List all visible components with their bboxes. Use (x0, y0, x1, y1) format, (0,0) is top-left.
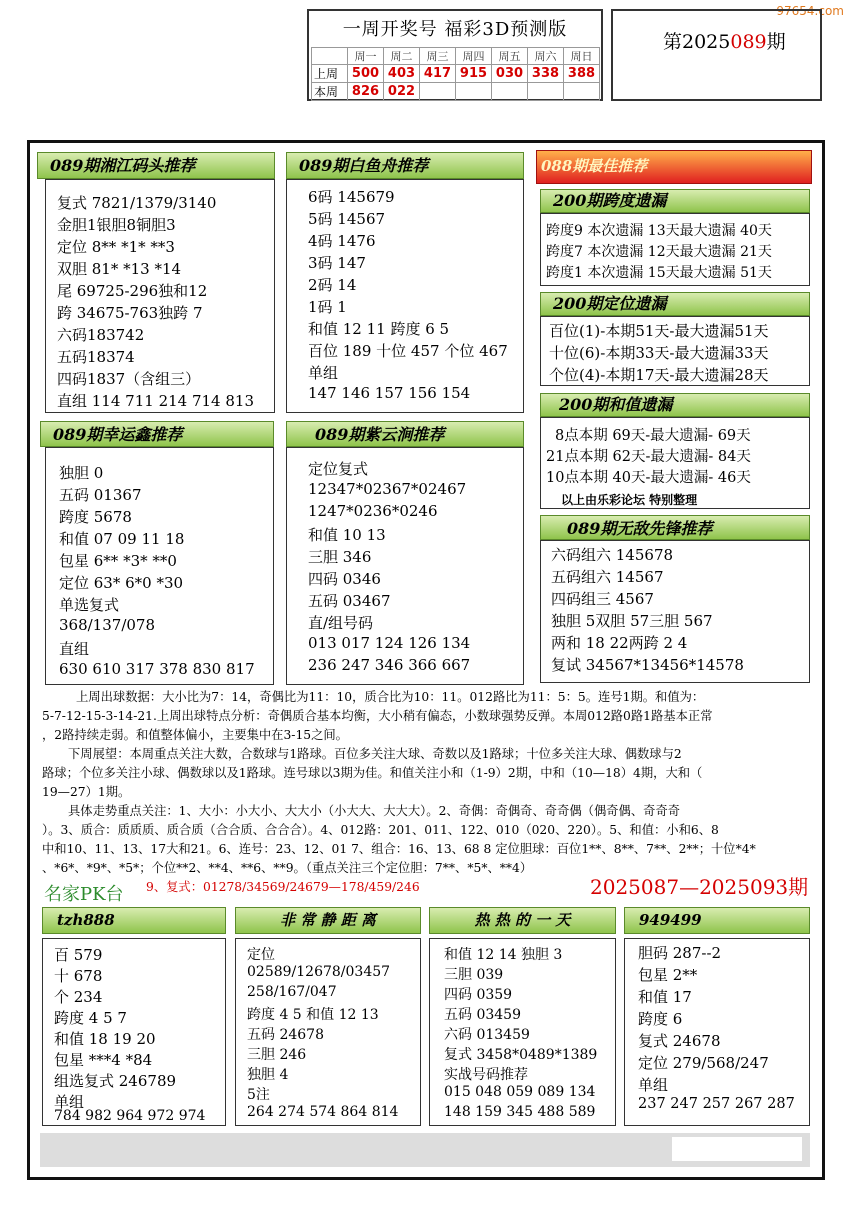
box-line: 1247*0236*0246 (308, 502, 438, 520)
omission-row: 跨度9 本次遗漏 13天最大遗漏 40天 (546, 223, 772, 239)
box-line: 和值 07 09 11 18 (59, 530, 185, 548)
draw-number: 338 (528, 65, 564, 83)
box-line: 定位 63* 6*0 *30 (59, 574, 184, 592)
box-line: 630 610 317 378 830 817 (59, 660, 255, 678)
box-line: 147 146 157 156 154 (308, 384, 471, 402)
box-line: 包星 ***4 *84 (54, 1051, 153, 1069)
box-line: 三胆 039 (444, 967, 504, 983)
box-line: 12347*02367*02467 (308, 480, 467, 498)
span-omission-box (540, 213, 810, 286)
box-line: 定位 279/568/247 (638, 1054, 769, 1072)
box-title: 089期幸运鑫推荐 (40, 421, 274, 447)
box-line: 直/组号码 (308, 614, 374, 632)
day-header: 周一 (348, 48, 384, 65)
box-line: 跨度 5678 (59, 508, 132, 526)
analysis-line: ，2路持续走弱。和值整体偏小，主要集中在3-15之间。 (42, 728, 348, 742)
box-line: 五码 01367 (59, 486, 142, 504)
box-line: 单选复式 (59, 596, 120, 614)
box-line: 和值 12 14 独胆 3 (444, 947, 563, 963)
box-line: 金胆1银胆8铜胆3 (57, 216, 176, 234)
omission-row: 跨度1 本次遗漏 15天最大遗漏 51天 (546, 265, 772, 281)
box-line: 双胆 81* *13 *14 (57, 260, 182, 278)
issue-number-box (611, 9, 822, 101)
box-title: 089期湘江码头推荐 (37, 152, 275, 179)
box-line: 组选复式 246789 (54, 1072, 177, 1090)
invincible-box (540, 540, 810, 683)
expert-box-2 (235, 938, 421, 1126)
box-line: 胆码 287--2 (638, 944, 722, 962)
omission-row: 百位(1)-本期51天-最大遗漏51天 (549, 322, 769, 340)
expert-box-1 (42, 938, 226, 1126)
box-line: 258/167/047 (247, 984, 337, 1000)
draw-number: 403 (384, 65, 420, 83)
box-line: 个 234 (54, 988, 103, 1006)
expert-title: 热 热 的 一 天 (429, 907, 616, 934)
panel-title: 一周开奖号 福彩3D预测版 (342, 19, 568, 40)
box-line: 237 247 257 267 287 (638, 1096, 795, 1112)
box-line: 包星 2** (638, 966, 698, 984)
draw-number: 022 (384, 83, 420, 101)
box-line: 和值 10 13 (308, 526, 386, 544)
analysis-line: 具体走势重点关注：1、大小：小大小、大大小（小大大、大大大）。2、奇偶：奇偶奇、奇奇偶（偶奇偶、奇奇奇 (68, 804, 681, 818)
box-line: 四码 0359 (444, 987, 513, 1003)
box-line: 直组 114 711 214 714 813 (57, 392, 254, 410)
period-range: 2025087—2025093期 (590, 875, 809, 899)
weekly-draw-table (311, 47, 600, 101)
box-line: 3码 147 (308, 254, 366, 272)
box-line: 复式 3458*0489*1389 (444, 1047, 598, 1063)
footer-blank (672, 1137, 802, 1161)
box-line: 和值 12 11 跨度 6 5 (308, 320, 450, 338)
omission-row: 21点本期 62天-最大遗漏- 84天 (546, 449, 751, 465)
draw-number: 826 (348, 83, 384, 101)
box-line: 013 017 124 126 134 (308, 634, 471, 652)
box-line: 5注 (247, 1087, 270, 1103)
box-line: 独胆 5双胆 57三胆 567 (551, 612, 713, 630)
sum-omission-box (540, 417, 810, 509)
omission-row: 10点本期 40天-最大遗漏- 46天 (546, 470, 751, 486)
box-line: 五码 24678 (247, 1027, 324, 1043)
box-line: 单组 (308, 364, 339, 382)
analysis-line: 19—27）1期。 (42, 785, 131, 799)
draw-number (420, 83, 456, 101)
omission-row: 8点本期 69天-最大遗漏- 69天 (555, 428, 751, 444)
box-line: 784 982 964 972 974 (54, 1108, 206, 1124)
best-recommend-header: 088期最佳推荐 (536, 150, 812, 184)
day-header: 周五 (492, 48, 528, 65)
expert-title: tzh888 (42, 907, 226, 934)
box-title: 200期跨度遗漏 (540, 189, 810, 213)
analysis-line: ）。3、质合：质质质、质合质（合合质、合合合）。4、012路：201、011、122、010（020、220）。5、和值：小和6、8 (42, 823, 719, 837)
box-line: 跨 34675-763独跨 7 (57, 304, 203, 322)
draw-number: 030 (492, 65, 528, 83)
box-line: 4码 1476 (308, 232, 376, 250)
expert-title: 949499 (624, 907, 810, 934)
analysis-line: 中和10、11、13、17大和21。6、连号：23、12、01 7、组合：16、13、68 8 定位胆球：百位1**、8**、7**、2**；十位*4* (42, 842, 756, 856)
box-line: 六码 013459 (444, 1027, 530, 1043)
box-line: 复试 34567*13456*14578 (551, 656, 744, 674)
box-line: 四码组三 4567 (551, 590, 654, 608)
box-line: 和值 17 (638, 988, 692, 1006)
box-line: 单组 (54, 1093, 85, 1111)
famous-pk-label: 名家PK台 (44, 884, 124, 905)
box-line: 5码 14567 (308, 210, 386, 228)
position-omission-box (540, 316, 810, 386)
box-line: 跨度 4 5 和值 12 13 (247, 1007, 379, 1023)
row-label-last-week: 上周 (312, 65, 348, 83)
box-line: 独胆 4 (247, 1067, 289, 1083)
draw-number: 388 (564, 65, 600, 83)
draw-number: 915 (456, 65, 492, 83)
analysis-line: 路球；个位多关注小球、偶数球以及1路球。连号球以3期为佳。和值关注小和（1-9）2期，中和（10—18）4期，大和（ (42, 766, 703, 780)
box-line: 尾 69725-296独和12 (57, 282, 208, 300)
issue-number: 第2025089期 (663, 31, 786, 53)
analysis-line: 下周展望：本周重点关注大数，合数球与1路球。百位多关注大球、奇数以及1路球；十位多关注大球、偶数球与2 (68, 747, 682, 761)
box-line: 五码组六 14567 (551, 568, 664, 586)
box-line: 复式 7821/1379/3140 (57, 194, 217, 212)
analysis-line: 5-7-12-15-3-14-21.上周出球特点分析：奇偶质合基本均衡，大小稍有偏态，小数球强势反弹。本周012路0路1路基本正常 (42, 709, 713, 723)
box-line: 三胆 246 (247, 1047, 307, 1063)
box-line: 368/137/078 (59, 616, 155, 634)
day-header: 周三 (420, 48, 456, 65)
box-line: 2码 14 (308, 276, 357, 294)
day-header: 周四 (456, 48, 492, 65)
box-line: 跨度 6 (638, 1010, 683, 1028)
draw-number: 500 (348, 65, 384, 83)
box-line: 定位 8** *1* **3 (57, 238, 175, 256)
box-line: 264 274 574 864 814 (247, 1104, 399, 1120)
box-line: 两和 18 22两跨 2 4 (551, 634, 688, 652)
analysis-line: 9、复式：01278/34569/24679—178/459/246 (146, 880, 420, 894)
box-line: 02589/12678/03457 (247, 964, 391, 980)
draw-number (528, 83, 564, 101)
box-line: 实战号码推荐 (444, 1067, 528, 1083)
row-label-this-week: 本周 (312, 83, 348, 101)
box-line: 直组 (59, 640, 90, 658)
box-title: 200期和值遗漏 (540, 393, 810, 417)
box-line: 五码 03459 (444, 1007, 521, 1023)
box-line: 百 579 (54, 946, 103, 964)
footer-bar (40, 1133, 810, 1167)
box-line: 百位 189 十位 457 个位 467 (308, 342, 508, 360)
draw-number (564, 83, 600, 101)
box-line: 定位 (247, 947, 275, 963)
draw-number (456, 83, 492, 101)
recommend-box-2 (286, 179, 524, 413)
expert-box-4 (624, 938, 810, 1126)
box-line: 十 678 (54, 967, 103, 985)
day-header: 周日 (564, 48, 600, 65)
source-note: 以上由乐彩论坛 特别整理 (561, 493, 698, 507)
omission-row: 十位(6)-本期33天-最大遗漏33天 (549, 344, 769, 362)
box-line: 148 159 345 488 589 (444, 1104, 596, 1120)
draw-number (492, 83, 528, 101)
box-line: 三胆 346 (308, 548, 372, 566)
box-line: 五码18374 (57, 348, 135, 366)
day-header: 周二 (384, 48, 420, 65)
box-line: 六码组六 145678 (551, 546, 674, 564)
expert-title: 非 常 静 距 离 (235, 907, 421, 934)
box-line: 1码 1 (308, 298, 347, 316)
recommend-box-3 (45, 447, 274, 685)
box-line: 复式 24678 (638, 1032, 721, 1050)
box-line: 定位复式 (308, 460, 369, 478)
box-line: 包星 6** *3* **0 (59, 552, 177, 570)
omission-row: 跨度7 本次遗漏 12天最大遗漏 21天 (546, 244, 772, 260)
box-title: 089期白鱼舟推荐 (286, 152, 524, 179)
box-line: 六码183742 (57, 326, 145, 344)
box-title: 200期定位遗漏 (540, 292, 810, 316)
recommend-box-1 (45, 179, 275, 413)
omission-row: 个位(4)-本期17天-最大遗漏28天 (549, 366, 769, 384)
box-line: 单组 (638, 1076, 669, 1094)
draw-number: 417 (420, 65, 456, 83)
box-title: 089期无敌先锋推荐 (540, 515, 810, 540)
box-title: 089期紫云涧推荐 (286, 421, 524, 447)
analysis-line: 、*6*、*9*、*5*；个位**2、**4、**6、**9。（重点关注三个定位胆：7**、*5*、**4） (42, 861, 533, 875)
box-line: 四码1837（含组三） (57, 370, 201, 388)
box-line: 和值 18 19 20 (54, 1030, 156, 1048)
box-line: 五码 03467 (308, 592, 391, 610)
weekly-draw-panel (307, 9, 603, 101)
box-line: 6码 145679 (308, 188, 395, 206)
recommend-box-4 (286, 447, 524, 685)
day-header: 周六 (528, 48, 564, 65)
site-watermark: 97654.com (776, 4, 844, 18)
expert-box-3 (429, 938, 616, 1126)
box-line: 四码 0346 (308, 570, 381, 588)
box-line: 236 247 346 366 667 (308, 656, 471, 674)
box-line: 015 048 059 089 134 (444, 1084, 596, 1100)
analysis-line: 上周出球数据：大小比为7：14，奇偶比为11：10，质合比为10：11。012路比为11：5：5。连号1期。和值为： (76, 690, 705, 704)
box-line: 跨度 4 5 7 (54, 1009, 127, 1027)
box-line: 独胆 0 (59, 464, 104, 482)
